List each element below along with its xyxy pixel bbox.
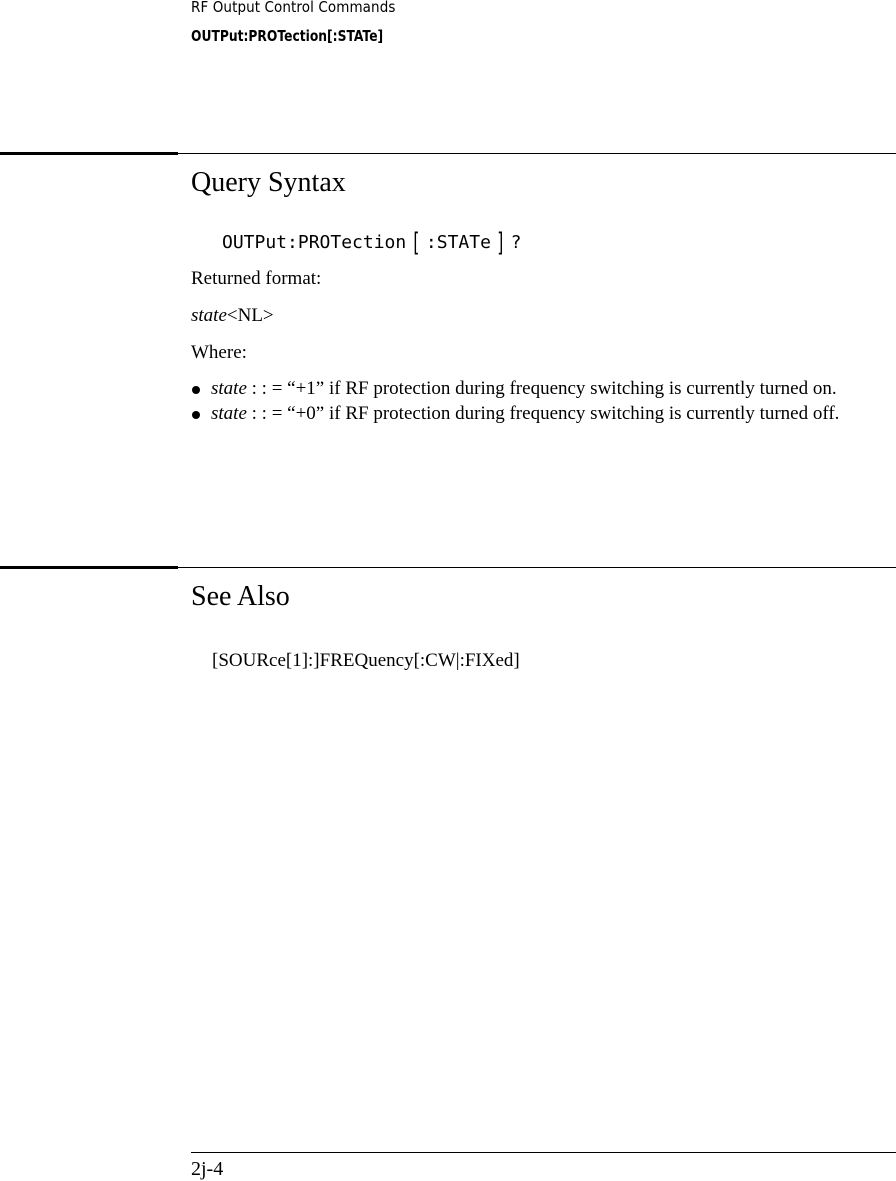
running-header-command: OUTPut:PROTection[:STATe]	[191, 27, 384, 45]
query-syntax-command	[222, 227, 522, 258]
section-rule-thin	[178, 153, 896, 154]
state-definition-list	[191, 377, 871, 427]
state-definition: : : = “+1” if RF protection during frequency switching is currently turned on.	[246, 378, 837, 399]
state-definition: : : = “+0” if RF protection during frequency switching is currently turned off.	[246, 403, 840, 424]
running-header-chapter: RF Output Control Commands	[191, 0, 396, 16]
bullet-icon	[192, 386, 200, 394]
syntax-main: OUTPut:PROTection	[222, 232, 407, 253]
returned-terminator: <NL>	[226, 305, 274, 326]
bullet-icon	[192, 411, 200, 419]
footer-rule	[191, 1152, 896, 1153]
returned-state-term: state	[191, 305, 227, 326]
open-bracket-glyph: [	[411, 227, 421, 258]
list-item	[191, 377, 871, 401]
state-term: state	[211, 403, 247, 424]
syntax-optional: :STATe	[425, 232, 491, 253]
section-rule-thick	[0, 152, 178, 155]
syntax-suffix: ?	[510, 232, 522, 253]
see-also-reference[interactable]: [SOURce[1]:]FREQuency[:CW|:FIXed]	[212, 650, 520, 671]
state-term: state	[211, 378, 247, 399]
close-bracket-glyph: ]	[496, 227, 506, 258]
list-item	[191, 402, 871, 426]
see-also-heading: See Also	[191, 581, 290, 612]
returned-format-label: Returned format:	[191, 268, 322, 289]
page-number: 2j-4	[191, 1158, 224, 1180]
where-label: Where:	[191, 342, 247, 363]
section-rule-thin	[178, 567, 896, 568]
section-rule-thick	[0, 566, 178, 569]
returned-format-value	[191, 305, 274, 327]
query-syntax-heading: Query Syntax	[191, 167, 346, 198]
